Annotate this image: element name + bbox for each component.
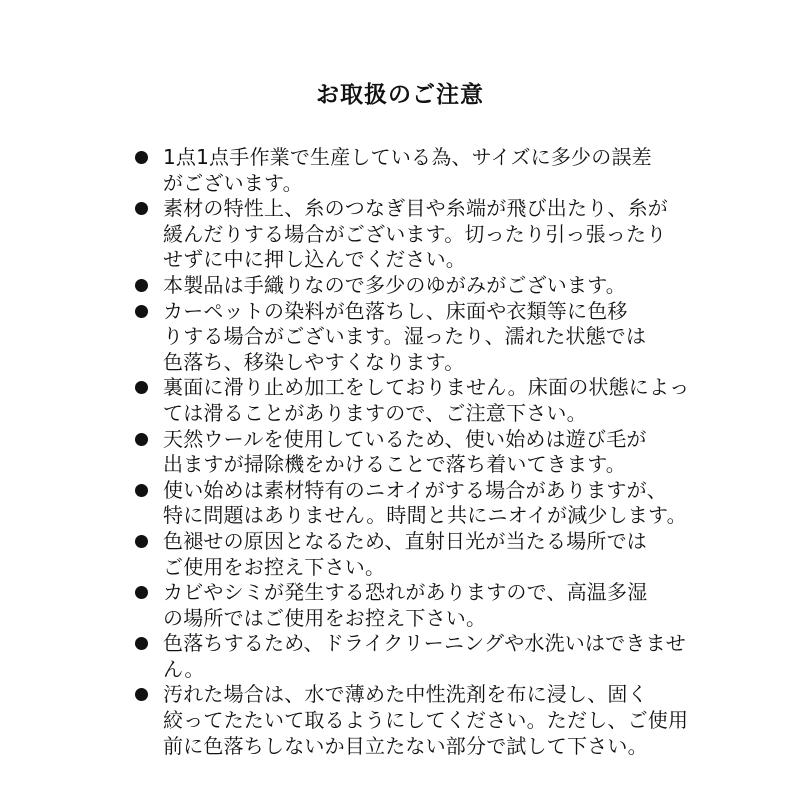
note-text: 使い始めは素材特有のニオイがする場合がありますが、 特に問題はありません。時間と共にニオイが減少します。 <box>163 477 687 528</box>
bullet-icon <box>133 529 163 555</box>
bullet-icon <box>133 580 163 606</box>
note-text: 色褪せの原因となるため、直射日光が当たる場所では ご使用をお控え下さい。 <box>163 528 647 579</box>
list-item <box>133 682 693 759</box>
list-item <box>133 145 693 196</box>
note-text: カビやシミが発生する恐れがありますので、高温多湿 の場所ではご使用をお控え下さい。 <box>163 580 648 630</box>
list-item <box>133 478 693 529</box>
note-text: 天然ウールを使用しているため、使い始めは遊び毛が 出ますが掃除機をかけることで落ち着いてきます。 <box>163 426 647 477</box>
list-item <box>133 273 693 299</box>
list-item <box>133 427 693 478</box>
list-item <box>133 375 693 426</box>
bullet-icon <box>133 299 163 325</box>
list-item <box>133 529 693 580</box>
bullet-icon <box>133 682 163 708</box>
bullet-icon <box>133 375 163 401</box>
list-item <box>133 299 693 376</box>
bullet-icon <box>133 196 163 222</box>
note-text: 1点1点手作業で生産している為、サイズに多少の誤差 がございます。 <box>163 145 652 195</box>
bullet-icon <box>133 145 163 171</box>
note-text: 素材の特性上、糸のつなぎ目や糸端が飛び出たり、糸が 緩んだりする場合がございます。切ったり引っ張ったり せずに中に押し込んでください。 <box>163 196 668 272</box>
bullet-icon <box>133 631 163 657</box>
bullet-icon <box>133 478 163 504</box>
list-item <box>133 580 693 631</box>
list-item <box>133 196 693 273</box>
note-text: カーペットの染料が色落ちし、床面や衣類等に色移 りする場合がございます。湿ったり、濡れた状態では 色落ち、移染しやすくなります。 <box>163 298 647 374</box>
bullet-icon <box>133 427 163 453</box>
note-text: 本製品は手織りなので多少のゆがみがございます。 <box>163 272 626 297</box>
note-text: 汚れた場合は、水で薄めた中性洗剤を布に浸し、固く 絞ってたたいて取るようにしてください。ただし、ご使用 前に色落ちしないか目立たない部分で試して下さい。 <box>163 682 689 758</box>
list-item <box>133 631 693 682</box>
bullet-icon <box>133 273 163 299</box>
page-title: お取扱のご注意 <box>316 82 484 108</box>
caution-list <box>133 145 693 759</box>
note-text: 裏面に滑り止め加工をしておりません。床面の状態によっ ては滑ることがありますので、ご注意下さい。 <box>163 375 690 425</box>
note-text: 色落ちするため、ドライクリーニングや水洗いはできません。 <box>163 631 686 681</box>
